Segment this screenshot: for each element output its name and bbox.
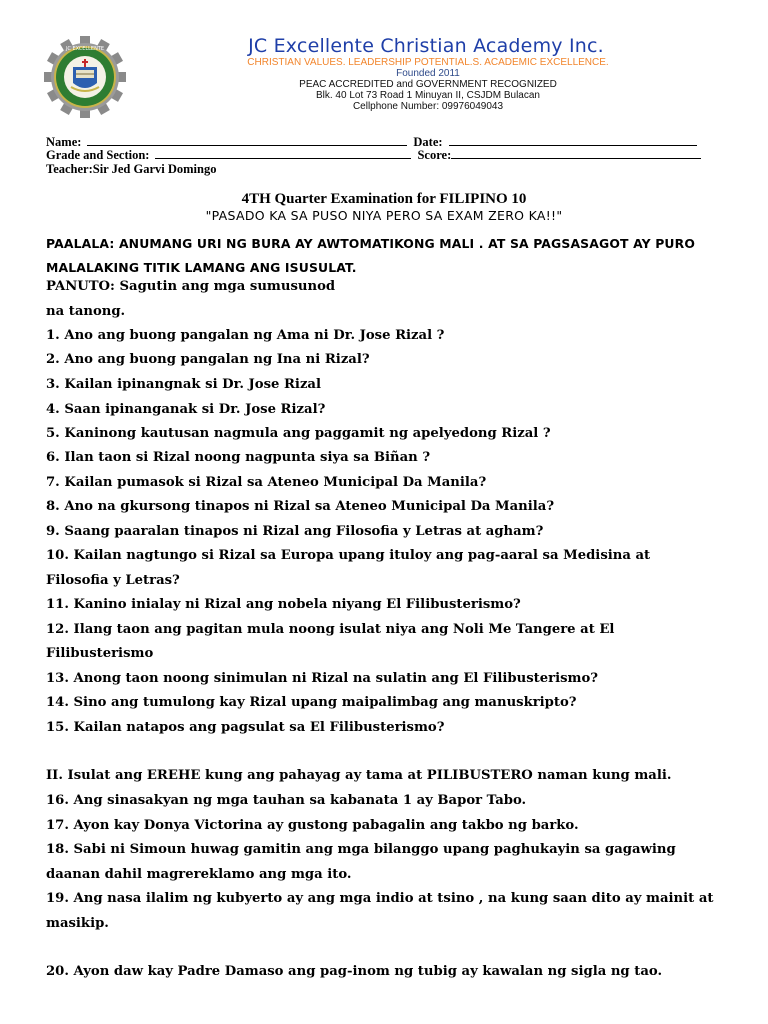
question-item: 9. Saang paaralan tinapos ni Rizal ang Filosofia y Letras at agham? bbox=[46, 524, 544, 539]
instructions-line: PANUTO: Sagutin ang mga sumusunod bbox=[46, 279, 336, 294]
date-field[interactable] bbox=[449, 135, 697, 146]
question-item: 4. Saan ipinanganak si Dr. Jose Rizal? bbox=[46, 402, 326, 417]
name-label: Name: bbox=[46, 135, 82, 149]
question-item: 11. Kanino inialay ni Rizal ang nobela niyang El Filibusterismo? bbox=[46, 597, 521, 612]
question-item: 2. Ano ang buong pangalan ng Ina ni Rizal? bbox=[46, 352, 370, 367]
score-label: Score: bbox=[417, 148, 452, 162]
name-field[interactable] bbox=[87, 135, 407, 146]
question-item: 3. Kailan ipinangnak si Dr. Jose Rizal bbox=[46, 377, 321, 392]
question-item-continued: Filibusterismo bbox=[46, 646, 154, 661]
grade-score-row bbox=[46, 148, 701, 163]
question-item: 15. Kailan natapos ang pagsulat sa El Filibusterismo? bbox=[46, 720, 445, 735]
question-item: 13. Anong taon noong sinimulan ni Rizal na sulatin ang El Filibusterismo? bbox=[46, 671, 598, 686]
question-item-continued: masikip. bbox=[46, 916, 109, 931]
teacher-line: Teacher:Sir Jed Garvi Domingo bbox=[46, 162, 217, 176]
question-item: 19. Ang nasa ilalim ng kubyerto ay ang mga indio at tsino , na kung saan dito ay mainit at bbox=[46, 891, 714, 906]
question-item: 6. Ilan taon si Rizal noong nagpunta siya sa Biñan ? bbox=[46, 450, 431, 465]
question-item: 16. Ang sinasakyan ng mga tauhan sa kabanata 1 ay Bapor Tabo. bbox=[46, 793, 527, 808]
question-item: 1. Ano ang buong pangalan ng Ama ni Dr. Jose Rizal ? bbox=[46, 328, 445, 343]
question-item: 10. Kailan nagtungo si Rizal sa Europa upang ituloy ang pag-aaral sa Medisina at bbox=[46, 548, 651, 563]
grade-section-field[interactable] bbox=[155, 148, 411, 159]
exam-title: 4TH Quarter Examination for FILIPINO 10 bbox=[241, 191, 527, 207]
question-item: 17. Ayon kay Donya Victorina ay gustong pabagalin ang takbo ng barko. bbox=[46, 818, 579, 833]
question-item: 12. Ilang taon ang pagitan mula noong isulat niya ang Noli Me Tangere at El bbox=[46, 622, 615, 637]
school-address: Blk. 40 Lot 73 Road 1 Minuyan II, CSJDM Bulacan bbox=[315, 90, 540, 101]
section-instruction: II. Isulat ang EREHE kung ang pahayag ay tama at PILIBUSTERO naman kung mali. bbox=[46, 768, 672, 783]
question-item: 14. Sino ang tumulong kay Rizal upang maipalimbag ang manuskripto? bbox=[46, 695, 577, 710]
question-item: 18. Sabi ni Simoun huwag gamitin ang mga bilanggo upang paghukayin sa gagawing bbox=[46, 842, 676, 857]
school-phone: Cellphone Number: 09976049043 bbox=[352, 101, 504, 112]
school-name: JC Excellente Christian Academy Inc. bbox=[248, 35, 604, 57]
logo-text: JC EXCELLENTE bbox=[65, 46, 105, 52]
question-item-continued: daanan dahil magrereklamo ang mga ito. bbox=[46, 867, 352, 882]
score-field[interactable] bbox=[451, 148, 701, 159]
grade-section-label: Grade and Section: bbox=[46, 148, 150, 162]
question-item: 8. Ano na gkursong tinapos ni Rizal sa Ateneo Municipal Da Manila? bbox=[46, 499, 555, 514]
question-item: 20. Ayon daw kay Padre Damaso ang pag-inom ng tubig ay kawalan ng sigla ng tao. bbox=[46, 964, 663, 979]
instructions-line: na tanong. bbox=[46, 304, 126, 319]
accreditation: PEAC ACCREDITED and GOVERNMENT RECOGNIZED bbox=[299, 79, 557, 90]
school-motto: CHRISTIAN VALUES. LEADERSHIP POTENTIAL.S. ACADEMIC EXCELLENCE. bbox=[247, 57, 609, 68]
founded-year: Founded 2011 bbox=[396, 68, 460, 79]
question-item: 7. Kailan pumasok si Rizal sa Ateneo Municipal Da Manila? bbox=[46, 475, 487, 490]
date-label: Date: bbox=[413, 135, 443, 149]
question-item-continued: Filosofia y Letras? bbox=[46, 573, 180, 588]
exam-quote: "PASADO KA SA PUSO NIYA PERO SA EXAM ZERO KA!!" bbox=[205, 208, 563, 223]
reminder-note: PAALALA: ANUMANG URI NG BURA AY AWTOMATIKONG MALI . AT SA PAGSASAGOT AY PURO MALALAKING TITIK LAMANG ANG ISUSULAT. bbox=[46, 236, 696, 275]
question-item: 5. Kaninong kautusan nagmula ang paggamit ng apelyedong Rizal ? bbox=[46, 426, 551, 441]
